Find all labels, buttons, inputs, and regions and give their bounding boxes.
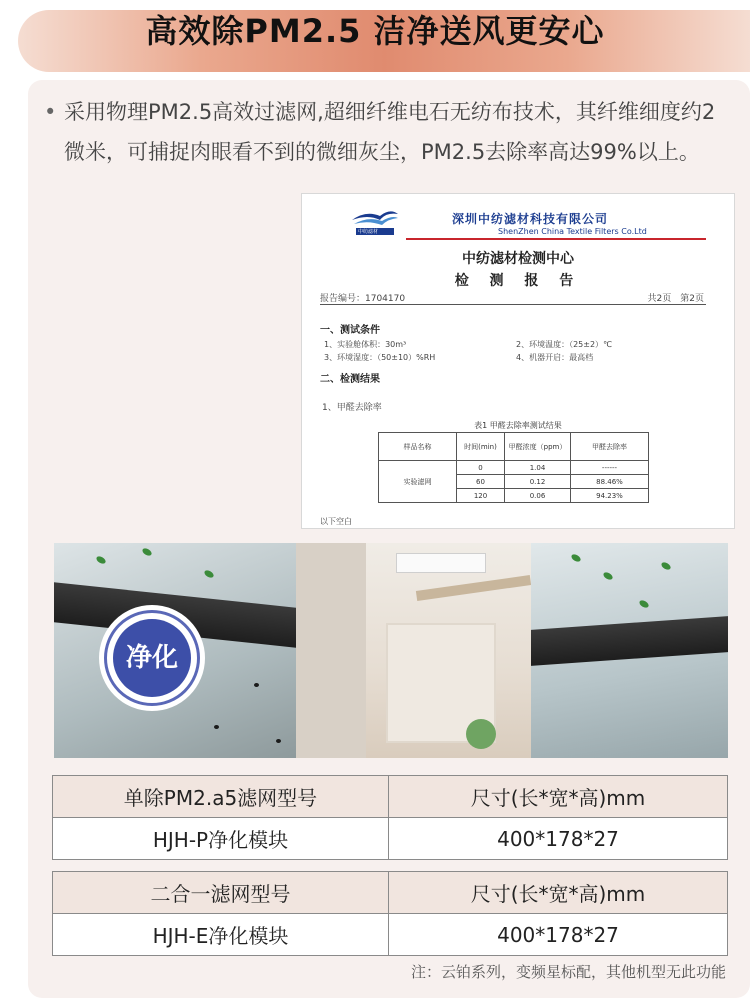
test-report-image bbox=[301, 193, 735, 529]
result-cell: 0 bbox=[457, 461, 505, 475]
spec-header-model: 单除PM2.a5滤网型号 bbox=[53, 776, 389, 818]
spec-header-size: 尺寸(长*宽*高)mm bbox=[389, 776, 728, 818]
plant bbox=[466, 719, 496, 749]
leaf-particle bbox=[570, 553, 582, 563]
air-vent bbox=[396, 553, 486, 573]
company-name-cn: 深圳中纺滤材科技有限公司 bbox=[452, 212, 609, 226]
filter-rail bbox=[531, 616, 728, 666]
spec-header-model: 二合一滤网型号 bbox=[53, 872, 389, 914]
report-number: 报告编号：1704170 bbox=[320, 294, 406, 304]
result-cell: 1.04 bbox=[505, 461, 571, 475]
section-results: 二、检测结果 bbox=[320, 374, 380, 385]
result-cell: 0.12 bbox=[505, 475, 571, 489]
company-logo bbox=[346, 206, 404, 236]
leaf-particle bbox=[141, 547, 153, 557]
test-center-name: 中纺滤材检测中心 bbox=[462, 251, 574, 267]
condition-1: 1、实验舱体积：30m³ bbox=[324, 340, 407, 349]
result-cell: 60 bbox=[457, 475, 505, 489]
header-divider bbox=[406, 238, 706, 240]
result-header: 时间(min) bbox=[457, 433, 505, 461]
leaf-particle bbox=[660, 561, 672, 571]
dust-particle bbox=[254, 683, 259, 687]
result-header: 样品名称 bbox=[379, 433, 457, 461]
condition-4: 4、机器开启：最高档 bbox=[516, 353, 594, 362]
purify-badge bbox=[104, 610, 200, 706]
dust-particle bbox=[214, 725, 219, 729]
result-cell: 94.23% bbox=[571, 489, 649, 503]
spec-header-size: 尺寸(长*宽*高)mm bbox=[389, 872, 728, 914]
result-cell: 88.46% bbox=[571, 475, 649, 489]
leaf-particle bbox=[95, 555, 107, 565]
report-page: 共2页 第2页 bbox=[647, 294, 704, 304]
result-cell: ------ bbox=[571, 461, 649, 475]
result-cell: 120 bbox=[457, 489, 505, 503]
room-wall bbox=[296, 543, 366, 758]
spec-size-value: 400*178*27 bbox=[389, 914, 728, 956]
leaf-particle bbox=[203, 569, 215, 579]
intro-bullet: • bbox=[44, 100, 57, 124]
result-sample-name: 实验滤网 bbox=[379, 461, 457, 503]
section-conditions: 一、测试条件 bbox=[320, 325, 380, 336]
filter-photo-right bbox=[531, 543, 728, 758]
footer-note: 注：云铂系列，变频星标配，其他机型无此功能 bbox=[410, 963, 726, 981]
company-name-en: ShenZhen China Textile Filters Co.Ltd bbox=[498, 227, 647, 236]
drying-rack bbox=[416, 575, 531, 601]
condition-2: 2、环境温度：（25±2）℃ bbox=[516, 340, 613, 349]
result-cell: 0.06 bbox=[505, 489, 571, 503]
intro-paragraph bbox=[44, 92, 734, 172]
purify-badge-label: 净化 bbox=[113, 619, 191, 697]
spec-model-value: HJH-E净化模块 bbox=[53, 914, 389, 956]
spec-table-pm25 bbox=[52, 775, 728, 860]
leaf-particle bbox=[638, 599, 650, 609]
spec-model-value: HJH-P净化模块 bbox=[53, 818, 389, 860]
result-header: 甲醛浓度（ppm） bbox=[505, 433, 571, 461]
room-photo bbox=[296, 543, 531, 758]
result-item: 1、甲醛去除率 bbox=[322, 403, 382, 413]
table-caption: 表1 甲醛去除率测试结果 bbox=[474, 421, 562, 430]
condition-3: 3、环境湿度：（50±10）%RH bbox=[324, 353, 436, 362]
result-header: 甲醛去除率 bbox=[571, 433, 649, 461]
intro-text: 采用物理PM2.5高效过滤网,超细纤维电石无纺布技术，其纤维细度约2微米，可捕捉肉眼看不到的微细灰尘，PM2.5去除率高达99%以上。 bbox=[64, 100, 716, 164]
logo-text: 中纺滤材 bbox=[358, 229, 379, 235]
page-title: 高效除PM2.5 洁净送风更安心 bbox=[145, 12, 605, 50]
report-title: 检 测 报 告 bbox=[454, 273, 582, 289]
result-table bbox=[378, 432, 649, 503]
report-footnote: 以下空白 bbox=[320, 517, 352, 526]
dust-particle bbox=[276, 739, 281, 743]
leaf-particle bbox=[602, 571, 614, 581]
spec-table-combo bbox=[52, 871, 728, 956]
report-rule bbox=[320, 304, 706, 305]
spec-size-value: 400*178*27 bbox=[389, 818, 728, 860]
